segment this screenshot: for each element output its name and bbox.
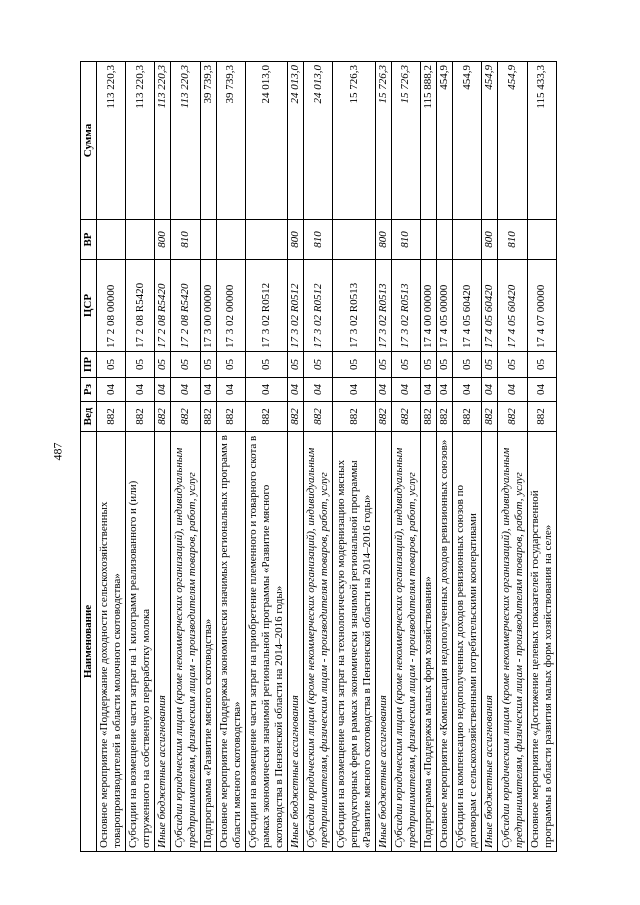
cell-vr xyxy=(96,220,125,260)
cell-pr: 05 xyxy=(288,352,304,378)
cell-pr: 05 xyxy=(453,352,482,378)
table-row xyxy=(333,62,375,852)
table-row xyxy=(437,62,453,852)
cell-ved: 882 xyxy=(216,402,245,432)
header-sum: Сумма xyxy=(81,62,97,220)
cell-ved: 882 xyxy=(391,402,420,432)
table-row xyxy=(245,62,287,852)
cell-sum: 15 726,3 xyxy=(375,62,391,220)
cell-ved: 882 xyxy=(453,402,482,432)
cell-csr: 17 2 08 R5420 xyxy=(155,260,171,352)
cell-rz: 04 xyxy=(421,378,437,402)
header-ved: Вед xyxy=(81,402,97,432)
cell-rz: 04 xyxy=(304,378,333,402)
header-rz: Рз xyxy=(81,378,97,402)
cell-ved: 882 xyxy=(437,402,453,432)
cell-rz: 04 xyxy=(437,378,453,402)
cell-rz: 04 xyxy=(126,378,155,402)
cell-csr: 17 2 08 R5420 xyxy=(126,260,155,352)
cell-sum: 113 220,3 xyxy=(171,62,200,220)
cell-name: Субсидии юридическим лицам (кроме некоммерческих организаций), индивидуальным предпринимателям, физическим лицам - производителям товаров, работ, услуг xyxy=(391,432,420,852)
cell-ved: 882 xyxy=(245,402,287,432)
cell-pr: 05 xyxy=(391,352,420,378)
cell-name: Подпрограмма «Поддержка малых форм хозяйствования» xyxy=(421,432,437,852)
table-header-row xyxy=(81,62,97,852)
cell-ved: 882 xyxy=(304,402,333,432)
cell-name: Субсидии на возмещение части затрат на 1 килограмм реализованного и (или) отгруженного на собственную переработку молока xyxy=(126,432,155,852)
cell-name: Субсидии на возмещение части затрат на технологическую модернизацию мясных репродукторных ферм в рамках экономически значимой региональной программы «Развитие мясного скотоводства в Пензенской области на 2014–2016 годы» xyxy=(333,432,375,852)
cell-csr: 17 2 08 00000 xyxy=(96,260,125,352)
header-csr: ЦСР xyxy=(81,260,97,352)
cell-name: Субсидии юридическим лицам (кроме некоммерческих организаций), индивидуальным предпринимателям, физическим лицам - производителям товаров, работ, услуг xyxy=(498,432,527,852)
cell-csr: 17 4 07 00000 xyxy=(527,260,556,352)
table-row xyxy=(155,62,171,852)
cell-vr xyxy=(437,220,453,260)
cell-rz: 04 xyxy=(482,378,498,402)
cell-vr xyxy=(126,220,155,260)
cell-pr: 05 xyxy=(375,352,391,378)
cell-pr: 05 xyxy=(126,352,155,378)
cell-sum: 113 220,3 xyxy=(126,62,155,220)
cell-pr: 05 xyxy=(527,352,556,378)
cell-vr: 800 xyxy=(155,220,171,260)
cell-sum: 454,9 xyxy=(453,62,482,220)
cell-sum: 15 726,3 xyxy=(333,62,375,220)
cell-rz: 04 xyxy=(375,378,391,402)
cell-ved: 882 xyxy=(333,402,375,432)
table-row xyxy=(171,62,200,852)
cell-vr: 810 xyxy=(304,220,333,260)
cell-pr: 05 xyxy=(304,352,333,378)
cell-name: Иные бюджетные ассигнования xyxy=(288,432,304,852)
cell-ved: 882 xyxy=(375,402,391,432)
cell-vr: 800 xyxy=(482,220,498,260)
cell-rz: 04 xyxy=(498,378,527,402)
cell-csr: 17 3 00 00000 xyxy=(200,260,216,352)
cell-csr: 17 3 02 R0513 xyxy=(375,260,391,352)
cell-sum: 24 013,0 xyxy=(288,62,304,220)
budget-table-rotated xyxy=(80,62,557,852)
cell-pr: 05 xyxy=(482,352,498,378)
cell-vr: 810 xyxy=(171,220,200,260)
cell-ved: 882 xyxy=(498,402,527,432)
cell-vr xyxy=(527,220,556,260)
cell-csr: 17 3 02 R0512 xyxy=(245,260,287,352)
cell-pr: 05 xyxy=(96,352,125,378)
cell-rz: 04 xyxy=(96,378,125,402)
cell-vr xyxy=(200,220,216,260)
cell-name: Основное мероприятие «Поддержание доходности сельскохозяйственных товаропроизводителей в области молочного скотоводства» xyxy=(96,432,125,852)
cell-sum: 113 220,3 xyxy=(155,62,171,220)
cell-vr: 800 xyxy=(288,220,304,260)
table-row xyxy=(482,62,498,852)
cell-csr: 17 4 05 60420 xyxy=(482,260,498,352)
cell-csr: 17 4 05 60420 xyxy=(498,260,527,352)
cell-csr: 17 3 02 R0512 xyxy=(288,260,304,352)
cell-rz: 04 xyxy=(216,378,245,402)
cell-csr: 17 4 00 00000 xyxy=(421,260,437,352)
cell-sum: 39 739,3 xyxy=(200,62,216,220)
cell-name: Основное мероприятие «Компенсация недополученных доходов ревизионных союзов» xyxy=(437,432,453,852)
cell-pr: 05 xyxy=(200,352,216,378)
cell-vr xyxy=(421,220,437,260)
cell-sum: 454,9 xyxy=(498,62,527,220)
cell-rz: 04 xyxy=(333,378,375,402)
table-row xyxy=(288,62,304,852)
cell-vr xyxy=(245,220,287,260)
cell-pr: 05 xyxy=(155,352,171,378)
cell-csr: 17 4 05 60420 xyxy=(453,260,482,352)
cell-sum: 454,9 xyxy=(437,62,453,220)
cell-sum: 24 013,0 xyxy=(245,62,287,220)
cell-name: Подпрограмма «Развитие мясного скотоводства» xyxy=(200,432,216,852)
cell-sum: 24 013,0 xyxy=(304,62,333,220)
page-number: 487 xyxy=(50,442,65,461)
table-row xyxy=(126,62,155,852)
cell-ved: 882 xyxy=(171,402,200,432)
cell-vr xyxy=(333,220,375,260)
table-row xyxy=(96,62,125,852)
cell-pr: 05 xyxy=(437,352,453,378)
cell-sum: 454,9 xyxy=(482,62,498,220)
cell-ved: 882 xyxy=(126,402,155,432)
table-row xyxy=(216,62,245,852)
header-name: Наименование xyxy=(81,432,97,852)
cell-csr: 17 2 08 R5420 xyxy=(171,260,200,352)
cell-pr: 05 xyxy=(216,352,245,378)
cell-vr xyxy=(216,220,245,260)
cell-pr: 05 xyxy=(421,352,437,378)
table-row xyxy=(527,62,556,852)
cell-name: Субсидии на компенсацию недополученных доходов ревизионных союзов по договорам с сельскохозяйственными потребительскими кооперативами xyxy=(453,432,482,852)
cell-name: Иные бюджетные ассигнования xyxy=(482,432,498,852)
cell-rz: 04 xyxy=(527,378,556,402)
cell-sum: 15 726,3 xyxy=(391,62,420,220)
table-row xyxy=(200,62,216,852)
cell-name: Субсидии юридическим лицам (кроме некоммерческих организаций), индивидуальным предпринимателям, физическим лицам - производителям товаров, работ, услуг xyxy=(304,432,333,852)
cell-sum: 113 220,3 xyxy=(96,62,125,220)
table-row xyxy=(498,62,527,852)
cell-name: Субсидии на возмещение части затрат на приобретение племенного и товарного скота в рамках экономически значимой региональной программы «Развитие мясного скотоводства в Пензенской области на 2014–2016 годы» xyxy=(245,432,287,852)
table-row xyxy=(375,62,391,852)
cell-sum: 39 739,3 xyxy=(216,62,245,220)
cell-rz: 04 xyxy=(391,378,420,402)
cell-ved: 882 xyxy=(527,402,556,432)
cell-csr: 17 3 02 R0512 xyxy=(304,260,333,352)
cell-sum: 115 888,2 xyxy=(421,62,437,220)
cell-vr xyxy=(453,220,482,260)
cell-rz: 04 xyxy=(453,378,482,402)
cell-pr: 05 xyxy=(245,352,287,378)
cell-ved: 882 xyxy=(200,402,216,432)
cell-ved: 882 xyxy=(421,402,437,432)
cell-pr: 05 xyxy=(498,352,527,378)
header-pr: ПР xyxy=(81,352,97,378)
cell-name: Субсидии юридическим лицам (кроме некоммерческих организаций), индивидуальным предпринимателям, физическим лицам - производителям товаров, работ, услуг xyxy=(171,432,200,852)
cell-ved: 882 xyxy=(288,402,304,432)
cell-rz: 04 xyxy=(155,378,171,402)
cell-csr: 17 3 02 R0513 xyxy=(333,260,375,352)
cell-sum: 115 433,3 xyxy=(527,62,556,220)
cell-name: Иные бюджетные ассигнования xyxy=(375,432,391,852)
cell-ved: 882 xyxy=(155,402,171,432)
cell-pr: 05 xyxy=(171,352,200,378)
table-row xyxy=(391,62,420,852)
cell-vr: 810 xyxy=(391,220,420,260)
cell-pr: 05 xyxy=(333,352,375,378)
cell-vr: 800 xyxy=(375,220,391,260)
cell-ved: 882 xyxy=(482,402,498,432)
cell-rz: 04 xyxy=(245,378,287,402)
cell-name: Основное мероприятие «Поддержка экономически значимых региональных программ в области мясного скотоводства» xyxy=(216,432,245,852)
cell-rz: 04 xyxy=(288,378,304,402)
cell-csr: 17 3 02 00000 xyxy=(216,260,245,352)
cell-vr: 810 xyxy=(498,220,527,260)
cell-rz: 04 xyxy=(200,378,216,402)
table-row xyxy=(453,62,482,852)
table-row xyxy=(304,62,333,852)
cell-name: Иные бюджетные ассигнования xyxy=(155,432,171,852)
header-vr: ВР xyxy=(81,220,97,260)
cell-name: Основное мероприятие «Достижение целевых показателей государственной программы в области развития малых форм хозяйствования на селе» xyxy=(527,432,556,852)
cell-csr: 17 3 02 R0513 xyxy=(391,260,420,352)
cell-ved: 882 xyxy=(96,402,125,432)
budget-table xyxy=(80,61,557,852)
table-row xyxy=(421,62,437,852)
cell-rz: 04 xyxy=(171,378,200,402)
cell-csr: 17 4 05 00000 xyxy=(437,260,453,352)
